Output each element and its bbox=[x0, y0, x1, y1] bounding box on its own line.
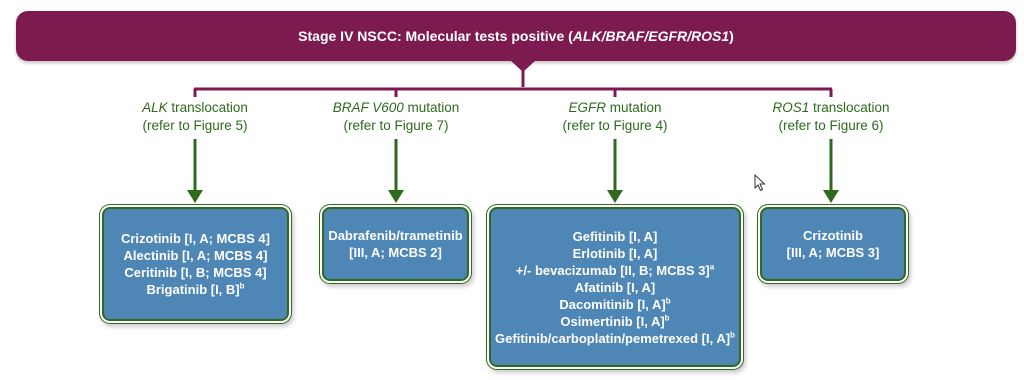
label-braf-rest: mutation bbox=[403, 100, 460, 115]
treatment-line bbox=[516, 262, 714, 279]
treatment-text: Afatinib [I, A] bbox=[574, 279, 656, 295]
header-genes: ALK/BRAF/EGFR/ROS1 bbox=[572, 28, 730, 44]
treatment-box-alk bbox=[102, 207, 289, 321]
arrow-ros1 bbox=[823, 139, 839, 203]
treatment-text: Crizotinib [I, A; MCBS 4] bbox=[120, 231, 270, 246]
label-egfr-rest: mutation bbox=[605, 100, 662, 115]
label-braf bbox=[286, 99, 506, 135]
ref-braf: (refer to Figure 7) bbox=[343, 118, 449, 133]
treatment-line bbox=[560, 313, 669, 330]
treatment-line bbox=[124, 247, 268, 264]
treatment-line bbox=[787, 244, 880, 261]
mouse-cursor-icon bbox=[754, 174, 766, 192]
gene-braf: BRAF V600 bbox=[332, 100, 404, 115]
treatment-text: Dabrafenib/trametinib bbox=[328, 228, 463, 243]
treatment-text: [III, A; MCBS 2] bbox=[349, 245, 442, 260]
header-suffix: ) bbox=[729, 28, 734, 44]
treatment-text: Osimertinib [I, A] bbox=[560, 313, 665, 329]
treatment-box-braf bbox=[322, 207, 469, 281]
treatment-line bbox=[575, 279, 655, 296]
treatment-text: +/- bevacizumab [II, B; MCBS 3] bbox=[515, 262, 710, 278]
label-ros1-rest: translocation bbox=[809, 100, 890, 115]
treatment-text: Erlotinib [I, A] bbox=[572, 245, 658, 261]
treatment-box-ros1 bbox=[760, 207, 906, 281]
treatment-text: Ceritinib [I, B; MCBS 4] bbox=[124, 265, 267, 280]
ref-alk: (refer to Figure 5) bbox=[142, 118, 248, 133]
gene-ros1: ROS1 bbox=[772, 100, 810, 115]
arrow-egfr bbox=[607, 139, 623, 203]
treatment-line bbox=[573, 228, 658, 245]
treatment-line bbox=[573, 245, 658, 262]
treatment-line bbox=[121, 230, 270, 247]
treatment-text: Gefitinib/carboplatin/pemetrexed [I, A] bbox=[495, 330, 731, 346]
treatment-line bbox=[803, 227, 863, 244]
treatment-text: Dacomitinib [I, A] bbox=[559, 296, 666, 312]
treatment-line bbox=[559, 296, 670, 313]
gene-egfr: EGFR bbox=[568, 100, 606, 115]
ref-ros1: (refer to Figure 6) bbox=[778, 118, 884, 133]
label-alk-rest: translocation bbox=[167, 100, 248, 115]
treatment-box-egfr bbox=[489, 207, 741, 367]
arrow-alk bbox=[187, 139, 203, 203]
treatment-line bbox=[146, 281, 244, 298]
arrow-braf bbox=[388, 139, 404, 203]
label-ros1 bbox=[731, 99, 931, 135]
treatment-line bbox=[124, 264, 266, 281]
gene-alk: ALK bbox=[142, 100, 168, 115]
label-egfr bbox=[515, 99, 715, 135]
treatment-footnote: b bbox=[730, 330, 735, 340]
treatment-footnote: b bbox=[664, 313, 670, 323]
treatment-text: Crizotinib bbox=[803, 228, 863, 243]
label-alk bbox=[95, 99, 295, 135]
treatment-footnote: b bbox=[239, 281, 245, 291]
treatment-text: Gefitinib [I, A] bbox=[572, 228, 658, 244]
treatment-footnote: b bbox=[665, 296, 671, 306]
treatment-line bbox=[349, 244, 442, 261]
ref-egfr: (refer to Figure 4) bbox=[562, 118, 668, 133]
treatment-line bbox=[495, 330, 735, 347]
treatment-text: Brigatinib [I, B] bbox=[146, 282, 240, 297]
treatment-text: [III, A; MCBS 3] bbox=[786, 245, 880, 260]
treatment-text: Alectinib [I, A; MCBS 4] bbox=[123, 248, 268, 263]
header-prefix: Stage IV NSCC: Molecular tests positive ( bbox=[298, 28, 573, 44]
treatment-line bbox=[328, 227, 462, 244]
treatment-footnote: a bbox=[709, 262, 715, 272]
